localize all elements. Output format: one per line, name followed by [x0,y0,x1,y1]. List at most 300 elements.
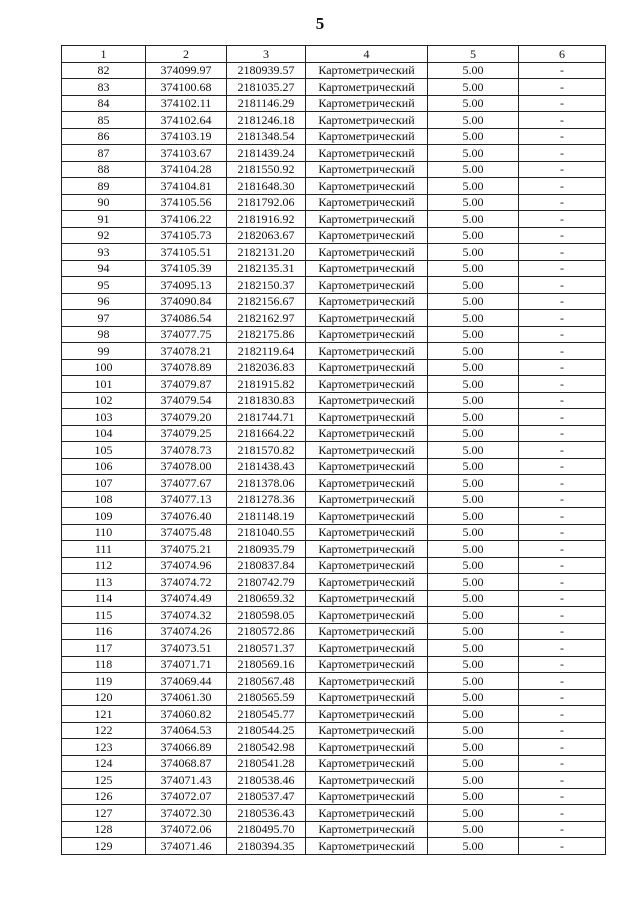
method-cell: Картометрический [306,821,428,838]
table-row [62,458,606,475]
table-row [62,260,606,277]
method-cell: Картометрический [306,508,428,525]
point-number-cell: 90 [62,194,146,211]
x-coordinate-cell: 374103.19 [146,128,227,145]
table-row [62,145,606,162]
note-cell: - [519,722,606,739]
x-coordinate-cell: 374078.89 [146,359,227,376]
note-cell: - [519,128,606,145]
method-cell: Картометрический [306,211,428,228]
note-cell: - [519,805,606,822]
method-cell: Картометрический [306,326,428,343]
table-row [62,805,606,822]
note-cell: - [519,524,606,541]
point-number-cell: 85 [62,112,146,129]
table-row [62,359,606,376]
x-coordinate-cell: 374099.97 [146,62,227,79]
y-coordinate-cell: 2180742.79 [227,574,306,591]
accuracy-cell: 5.00 [428,326,519,343]
x-coordinate-cell: 374060.82 [146,706,227,723]
y-coordinate-cell: 2182063.67 [227,227,306,244]
point-number-cell: 87 [62,145,146,162]
table-row [62,128,606,145]
accuracy-cell: 5.00 [428,244,519,261]
table-row [62,788,606,805]
y-coordinate-cell: 2181830.83 [227,392,306,409]
point-number-cell: 122 [62,722,146,739]
method-cell: Картометрический [306,475,428,492]
method-cell: Картометрический [306,310,428,327]
y-coordinate-cell: 2181146.29 [227,95,306,112]
accuracy-cell: 5.00 [428,607,519,624]
x-coordinate-cell: 374071.71 [146,656,227,673]
point-number-cell: 118 [62,656,146,673]
y-coordinate-cell: 2180935.79 [227,541,306,558]
method-cell: Картометрический [306,788,428,805]
accuracy-cell: 5.00 [428,293,519,310]
point-number-cell: 103 [62,409,146,426]
table-row [62,739,606,756]
point-number-cell: 107 [62,475,146,492]
note-cell: - [519,194,606,211]
table-row [62,590,606,607]
column-header-6: 6 [519,46,606,63]
point-number-cell: 91 [62,211,146,228]
point-number-cell: 125 [62,772,146,789]
accuracy-cell: 5.00 [428,95,519,112]
point-number-cell: 94 [62,260,146,277]
y-coordinate-cell: 2180939.57 [227,62,306,79]
x-coordinate-cell: 374075.21 [146,541,227,558]
method-cell: Картометрический [306,607,428,624]
accuracy-cell: 5.00 [428,508,519,525]
x-coordinate-cell: 374069.44 [146,673,227,690]
note-cell: - [519,359,606,376]
method-cell: Картометрический [306,145,428,162]
point-number-cell: 83 [62,79,146,96]
accuracy-cell: 5.00 [428,79,519,96]
x-coordinate-cell: 374064.53 [146,722,227,739]
table-row [62,343,606,360]
accuracy-cell: 5.00 [428,343,519,360]
accuracy-cell: 5.00 [428,574,519,591]
method-cell: Картометрический [306,541,428,558]
point-number-cell: 95 [62,277,146,294]
accuracy-cell: 5.00 [428,112,519,129]
accuracy-cell: 5.00 [428,623,519,640]
accuracy-cell: 5.00 [428,211,519,228]
method-cell: Картометрический [306,458,428,475]
point-number-cell: 100 [62,359,146,376]
accuracy-cell: 5.00 [428,656,519,673]
table-row [62,95,606,112]
x-coordinate-cell: 374071.46 [146,838,227,855]
accuracy-cell: 5.00 [428,722,519,739]
accuracy-cell: 5.00 [428,524,519,541]
accuracy-cell: 5.00 [428,425,519,442]
method-cell: Картометрический [306,178,428,195]
x-coordinate-cell: 374076.40 [146,508,227,525]
y-coordinate-cell: 2181916.92 [227,211,306,228]
table-row [62,277,606,294]
note-cell: - [519,79,606,96]
x-coordinate-cell: 374103.67 [146,145,227,162]
table-row [62,706,606,723]
x-coordinate-cell: 374077.13 [146,491,227,508]
note-cell: - [519,376,606,393]
method-cell: Картометрический [306,128,428,145]
x-coordinate-cell: 374074.96 [146,557,227,574]
y-coordinate-cell: 2181792.06 [227,194,306,211]
point-number-cell: 97 [62,310,146,327]
y-coordinate-cell: 2181278.36 [227,491,306,508]
method-cell: Картометрический [306,79,428,96]
point-number-cell: 109 [62,508,146,525]
y-coordinate-cell: 2182162.97 [227,310,306,327]
method-cell: Картометрический [306,95,428,112]
y-coordinate-cell: 2180538.46 [227,772,306,789]
method-cell: Картометрический [306,706,428,723]
table-row [62,178,606,195]
table-row [62,425,606,442]
accuracy-cell: 5.00 [428,491,519,508]
table-row [62,755,606,772]
y-coordinate-cell: 2180565.59 [227,689,306,706]
accuracy-cell: 5.00 [428,161,519,178]
y-coordinate-cell: 2180541.28 [227,755,306,772]
method-cell: Картометрический [306,260,428,277]
point-number-cell: 127 [62,805,146,822]
accuracy-cell: 5.00 [428,128,519,145]
method-cell: Картометрический [306,722,428,739]
point-number-cell: 112 [62,557,146,574]
accuracy-cell: 5.00 [428,673,519,690]
y-coordinate-cell: 2182131.20 [227,244,306,261]
method-cell: Картометрический [306,574,428,591]
note-cell: - [519,310,606,327]
note-cell: - [519,755,606,772]
accuracy-cell: 5.00 [428,706,519,723]
x-coordinate-cell: 374071.43 [146,772,227,789]
table-row [62,574,606,591]
method-cell: Картометрический [306,590,428,607]
method-cell: Картометрический [306,343,428,360]
method-cell: Картометрический [306,491,428,508]
method-cell: Картометрический [306,227,428,244]
method-cell: Картометрический [306,442,428,459]
note-cell: - [519,640,606,657]
x-coordinate-cell: 374100.68 [146,79,227,96]
point-number-cell: 104 [62,425,146,442]
x-coordinate-cell: 374106.22 [146,211,227,228]
table-row [62,772,606,789]
x-coordinate-cell: 374095.13 [146,277,227,294]
x-coordinate-cell: 374077.67 [146,475,227,492]
note-cell: - [519,656,606,673]
note-cell: - [519,706,606,723]
table-row [62,112,606,129]
table-row [62,656,606,673]
point-number-cell: 117 [62,640,146,657]
x-coordinate-cell: 374077.75 [146,326,227,343]
point-number-cell: 111 [62,541,146,558]
accuracy-cell: 5.00 [428,689,519,706]
y-coordinate-cell: 2182156.67 [227,293,306,310]
accuracy-cell: 5.00 [428,805,519,822]
table-row [62,409,606,426]
accuracy-cell: 5.00 [428,62,519,79]
table-row [62,244,606,261]
point-number-cell: 129 [62,838,146,855]
note-cell: - [519,178,606,195]
method-cell: Картометрический [306,161,428,178]
accuracy-cell: 5.00 [428,376,519,393]
x-coordinate-cell: 374102.11 [146,95,227,112]
point-number-cell: 98 [62,326,146,343]
table-row [62,722,606,739]
y-coordinate-cell: 2181648.30 [227,178,306,195]
point-number-cell: 99 [62,343,146,360]
method-cell: Картометрический [306,755,428,772]
x-coordinate-cell: 374102.64 [146,112,227,129]
point-number-cell: 128 [62,821,146,838]
y-coordinate-cell: 2180571.37 [227,640,306,657]
accuracy-cell: 5.00 [428,194,519,211]
note-cell: - [519,293,606,310]
method-cell: Картометрический [306,838,428,855]
coordinates-table [61,45,606,855]
y-coordinate-cell: 2181550.92 [227,161,306,178]
method-cell: Картометрический [306,805,428,822]
y-coordinate-cell: 2182119.64 [227,343,306,360]
point-number-cell: 123 [62,739,146,756]
y-coordinate-cell: 2182150.37 [227,277,306,294]
note-cell: - [519,425,606,442]
x-coordinate-cell: 374079.87 [146,376,227,393]
x-coordinate-cell: 374078.73 [146,442,227,459]
x-coordinate-cell: 374086.54 [146,310,227,327]
point-number-cell: 115 [62,607,146,624]
table-row [62,838,606,855]
header-row [62,46,606,63]
note-cell: - [519,211,606,228]
note-cell: - [519,821,606,838]
y-coordinate-cell: 2182036.83 [227,359,306,376]
method-cell: Картометрический [306,623,428,640]
y-coordinate-cell: 2180572.86 [227,623,306,640]
accuracy-cell: 5.00 [428,145,519,162]
table-body [62,62,606,854]
method-cell: Картометрический [306,739,428,756]
table-row [62,227,606,244]
column-header-4: 4 [306,46,428,63]
accuracy-cell: 5.00 [428,260,519,277]
x-coordinate-cell: 374075.48 [146,524,227,541]
x-coordinate-cell: 374074.72 [146,574,227,591]
point-number-cell: 126 [62,788,146,805]
point-number-cell: 82 [62,62,146,79]
accuracy-cell: 5.00 [428,277,519,294]
point-number-cell: 88 [62,161,146,178]
point-number-cell: 89 [62,178,146,195]
point-number-cell: 106 [62,458,146,475]
table-row [62,475,606,492]
note-cell: - [519,739,606,756]
method-cell: Картометрический [306,392,428,409]
note-cell: - [519,475,606,492]
accuracy-cell: 5.00 [428,475,519,492]
table-row [62,79,606,96]
note-cell: - [519,689,606,706]
x-coordinate-cell: 374105.51 [146,244,227,261]
table-row [62,211,606,228]
x-coordinate-cell: 374074.26 [146,623,227,640]
point-number-cell: 96 [62,293,146,310]
x-coordinate-cell: 374061.30 [146,689,227,706]
note-cell: - [519,574,606,591]
accuracy-cell: 5.00 [428,788,519,805]
y-coordinate-cell: 2180837.84 [227,557,306,574]
x-coordinate-cell: 374072.30 [146,805,227,822]
note-cell: - [519,590,606,607]
note-cell: - [519,227,606,244]
table-row [62,524,606,541]
accuracy-cell: 5.00 [428,310,519,327]
y-coordinate-cell: 2181570.82 [227,442,306,459]
table-row [62,623,606,640]
x-coordinate-cell: 374079.54 [146,392,227,409]
note-cell: - [519,326,606,343]
y-coordinate-cell: 2181040.55 [227,524,306,541]
note-cell: - [519,260,606,277]
accuracy-cell: 5.00 [428,227,519,244]
y-coordinate-cell: 2180569.16 [227,656,306,673]
note-cell: - [519,442,606,459]
note-cell: - [519,788,606,805]
table-header [62,46,606,63]
point-number-cell: 116 [62,623,146,640]
note-cell: - [519,409,606,426]
table-row [62,491,606,508]
table-row [62,310,606,327]
table-row [62,293,606,310]
note-cell: - [519,557,606,574]
x-coordinate-cell: 374072.06 [146,821,227,838]
note-cell: - [519,623,606,640]
point-number-cell: 124 [62,755,146,772]
point-number-cell: 114 [62,590,146,607]
table-row [62,640,606,657]
point-number-cell: 121 [62,706,146,723]
x-coordinate-cell: 374104.81 [146,178,227,195]
method-cell: Картометрический [306,409,428,426]
note-cell: - [519,62,606,79]
note-cell: - [519,95,606,112]
accuracy-cell: 5.00 [428,838,519,855]
x-coordinate-cell: 374090.84 [146,293,227,310]
y-coordinate-cell: 2180545.77 [227,706,306,723]
y-coordinate-cell: 2182175.86 [227,326,306,343]
x-coordinate-cell: 374079.25 [146,425,227,442]
y-coordinate-cell: 2180536.43 [227,805,306,822]
table-row [62,194,606,211]
point-number-cell: 113 [62,574,146,591]
note-cell: - [519,145,606,162]
table-row [62,821,606,838]
accuracy-cell: 5.00 [428,458,519,475]
accuracy-cell: 5.00 [428,590,519,607]
point-number-cell: 86 [62,128,146,145]
note-cell: - [519,277,606,294]
method-cell: Картометрический [306,656,428,673]
method-cell: Картометрический [306,293,428,310]
accuracy-cell: 5.00 [428,178,519,195]
x-coordinate-cell: 374104.28 [146,161,227,178]
accuracy-cell: 5.00 [428,739,519,756]
y-coordinate-cell: 2181348.54 [227,128,306,145]
y-coordinate-cell: 2180542.98 [227,739,306,756]
table-row [62,161,606,178]
method-cell: Картометрический [306,194,428,211]
note-cell: - [519,491,606,508]
column-header-1: 1 [62,46,146,63]
method-cell: Картометрический [306,640,428,657]
x-coordinate-cell: 374073.51 [146,640,227,657]
table-row [62,508,606,525]
accuracy-cell: 5.00 [428,640,519,657]
method-cell: Картометрический [306,277,428,294]
accuracy-cell: 5.00 [428,755,519,772]
method-cell: Картометрический [306,112,428,129]
point-number-cell: 110 [62,524,146,541]
x-coordinate-cell: 374066.89 [146,739,227,756]
x-coordinate-cell: 374078.00 [146,458,227,475]
y-coordinate-cell: 2181915.82 [227,376,306,393]
note-cell: - [519,541,606,558]
table-row [62,62,606,79]
column-header-3: 3 [227,46,306,63]
method-cell: Картометрический [306,524,428,541]
x-coordinate-cell: 374074.49 [146,590,227,607]
note-cell: - [519,244,606,261]
point-number-cell: 119 [62,673,146,690]
table-row [62,607,606,624]
y-coordinate-cell: 2180544.25 [227,722,306,739]
table-row [62,326,606,343]
point-number-cell: 84 [62,95,146,112]
point-number-cell: 102 [62,392,146,409]
y-coordinate-cell: 2181035.27 [227,79,306,96]
y-coordinate-cell: 2181439.24 [227,145,306,162]
note-cell: - [519,392,606,409]
x-coordinate-cell: 374074.32 [146,607,227,624]
y-coordinate-cell: 2180567.48 [227,673,306,690]
accuracy-cell: 5.00 [428,821,519,838]
x-coordinate-cell: 374078.21 [146,343,227,360]
y-coordinate-cell: 2180659.32 [227,590,306,607]
x-coordinate-cell: 374105.39 [146,260,227,277]
table-row [62,392,606,409]
table-row [62,557,606,574]
x-coordinate-cell: 374072.07 [146,788,227,805]
table-row [62,376,606,393]
method-cell: Картометрический [306,689,428,706]
note-cell: - [519,112,606,129]
method-cell: Картометрический [306,557,428,574]
accuracy-cell: 5.00 [428,442,519,459]
y-coordinate-cell: 2181744.71 [227,409,306,426]
point-number-cell: 120 [62,689,146,706]
